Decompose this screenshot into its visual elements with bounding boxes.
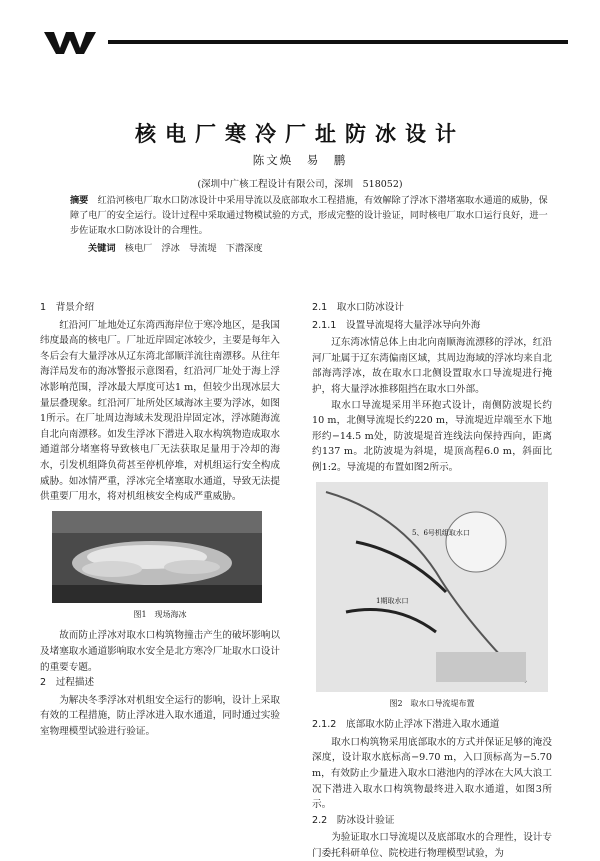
journal-logo-icon: [44, 30, 100, 54]
section-2-2-paragraph-1: 为验证取水口导流堤以及底部取水的合理性，设计专门委托科研单位、院校进行物理模型试验，为: [312, 832, 552, 859]
section-2-heading: 2 过程描述: [40, 677, 95, 689]
keywords: [88, 240, 548, 254]
right-column: [312, 300, 552, 861]
section-2-1-1-heading: 2.1.1 设置导流堤将大量浮冰导向外海: [312, 319, 481, 331]
section-1-heading: 1 背景介绍: [40, 302, 95, 313]
section-2-1-heading: 2.1 取水口防冰设计: [312, 302, 405, 313]
section-2-1-1-paragraph-1: 辽东湾冰情总体上由北向南顺海流漂移的浮冰，红沿河厂址属于辽东湾偏南区域，其周边海域的浮冰均来自北部海湾浮冰，故在取水口北侧设置取水口导流堤进行掩护，将大量浮冰推移阻挡在取水口外部。: [312, 337, 552, 395]
diagram-label-intake-1: 1期取水口: [376, 596, 409, 605]
section-2-1-1-paragraph-2: 取水口导流堤采用半环抱式设计，南侧防波堤长约10 m，北侧导流堤长约220 m，导流堤近岸端至水下地形约−14.5 m处，防波堤堤首连线法向保持西向，距离约137 m。北防波堤为斜堤，堤顶高程6.0 m，斜面比例1:2。导流堤的布置如图2所示。: [312, 399, 552, 473]
section-2-paragraph-1: 为解决冬季浮冰对机组安全运行的影响，设计上采取有效的工程措施，防止浮冰进入取水通道，同时通过实验室物理模型试验进行验证。: [40, 694, 280, 737]
article-title: 核电厂寒冷厂址防冰设计: [135, 122, 465, 146]
section-2-1-2-heading: 2.1.2 底部取水防止浮冰下潜进入取水通道: [312, 719, 500, 731]
keywords-label: 关键词: [88, 243, 116, 254]
sea-ice-photo: [52, 511, 262, 603]
figure-2-caption: 图2 取水口导流堤布置: [389, 698, 475, 708]
section-2-1-2-paragraph-1: 取水口构筑物采用底部取水的方式并保证足够的淹没深度，设计取水底标高−9.70 m，入口顶标高为−5.70 m，有效防止少量进入取水口港池内的浮冰在大风大浪工况下潜进入取水口构筑物最终进入取水通道，如图3所示。: [312, 736, 552, 811]
keywords-text: 核电厂 浮冰 导流堤 下潜深度: [124, 243, 263, 254]
section-1-paragraph-2: 故而防止浮冰对取水口构筑物撞击产生的破坏影响以及堵塞取水通道影响取水安全是北方寒冷厂址取水口设计的重要专题。: [40, 630, 280, 673]
section-1-paragraph-1: 红沿河厂址地处辽东湾西海岸位于寒冷地区，是我国纬度最高的核电厂。厂址近岸固定冰较少，主要是每年入冬后会有大量浮冰从辽东湾北部顺洋流往南漂移。从往年海洋局发布的海冰警报示意图看，红沿河厂址处于海上浮冰影响范围，浮冰最大厚度可达1 m，但较少出现冰层大量层叠现象。红沿河厂址所处区域海冰主要为浮冰，如图1所示。在厂址周边海域未发现沿岸固定冰，浮冰随海流自北向南漂移。如发生浮冰下潜进入取水构筑物造成取水通道部分堵塞将导致核电厂无法获取足量用于冷却的海水，引发机组降负荷甚至停机停堆，对机组运行安全构成威胁。如冰情严重，浮冰完全堵塞取水通道，导致无法提供重要厂用水，将对机组核安全构成严重威胁。: [40, 319, 280, 503]
abstract: [70, 193, 550, 238]
breakwater-layout-diagram: [316, 482, 548, 692]
abstract-text: 红沿河核电厂取水口防冰设计中采用导流以及底部取水工程措施，有效解除了浮冰下潜堵塞取水通道的威胁，保障了电厂的安全运行。设计过程中采取通过物模试验的方式，形成完整的设计验证，同时核电厂取水口运行良好，进一步佐证取水口防冰设计的合理性。: [70, 195, 548, 236]
section-2-2-heading: 2.2 防冰设计验证: [312, 814, 395, 826]
affiliation: (深圳中广核工程设计有限公司，深圳 518052): [197, 179, 403, 190]
authors: 陈文焕 易 鹏: [252, 153, 348, 167]
diagram-label-intake-56: 5、6号机组取水口: [412, 528, 470, 537]
figure-1-caption: 图1 现场海冰: [133, 609, 187, 619]
left-column: [40, 300, 280, 739]
abstract-label: 摘要: [70, 195, 89, 206]
header-rule: [108, 40, 568, 44]
